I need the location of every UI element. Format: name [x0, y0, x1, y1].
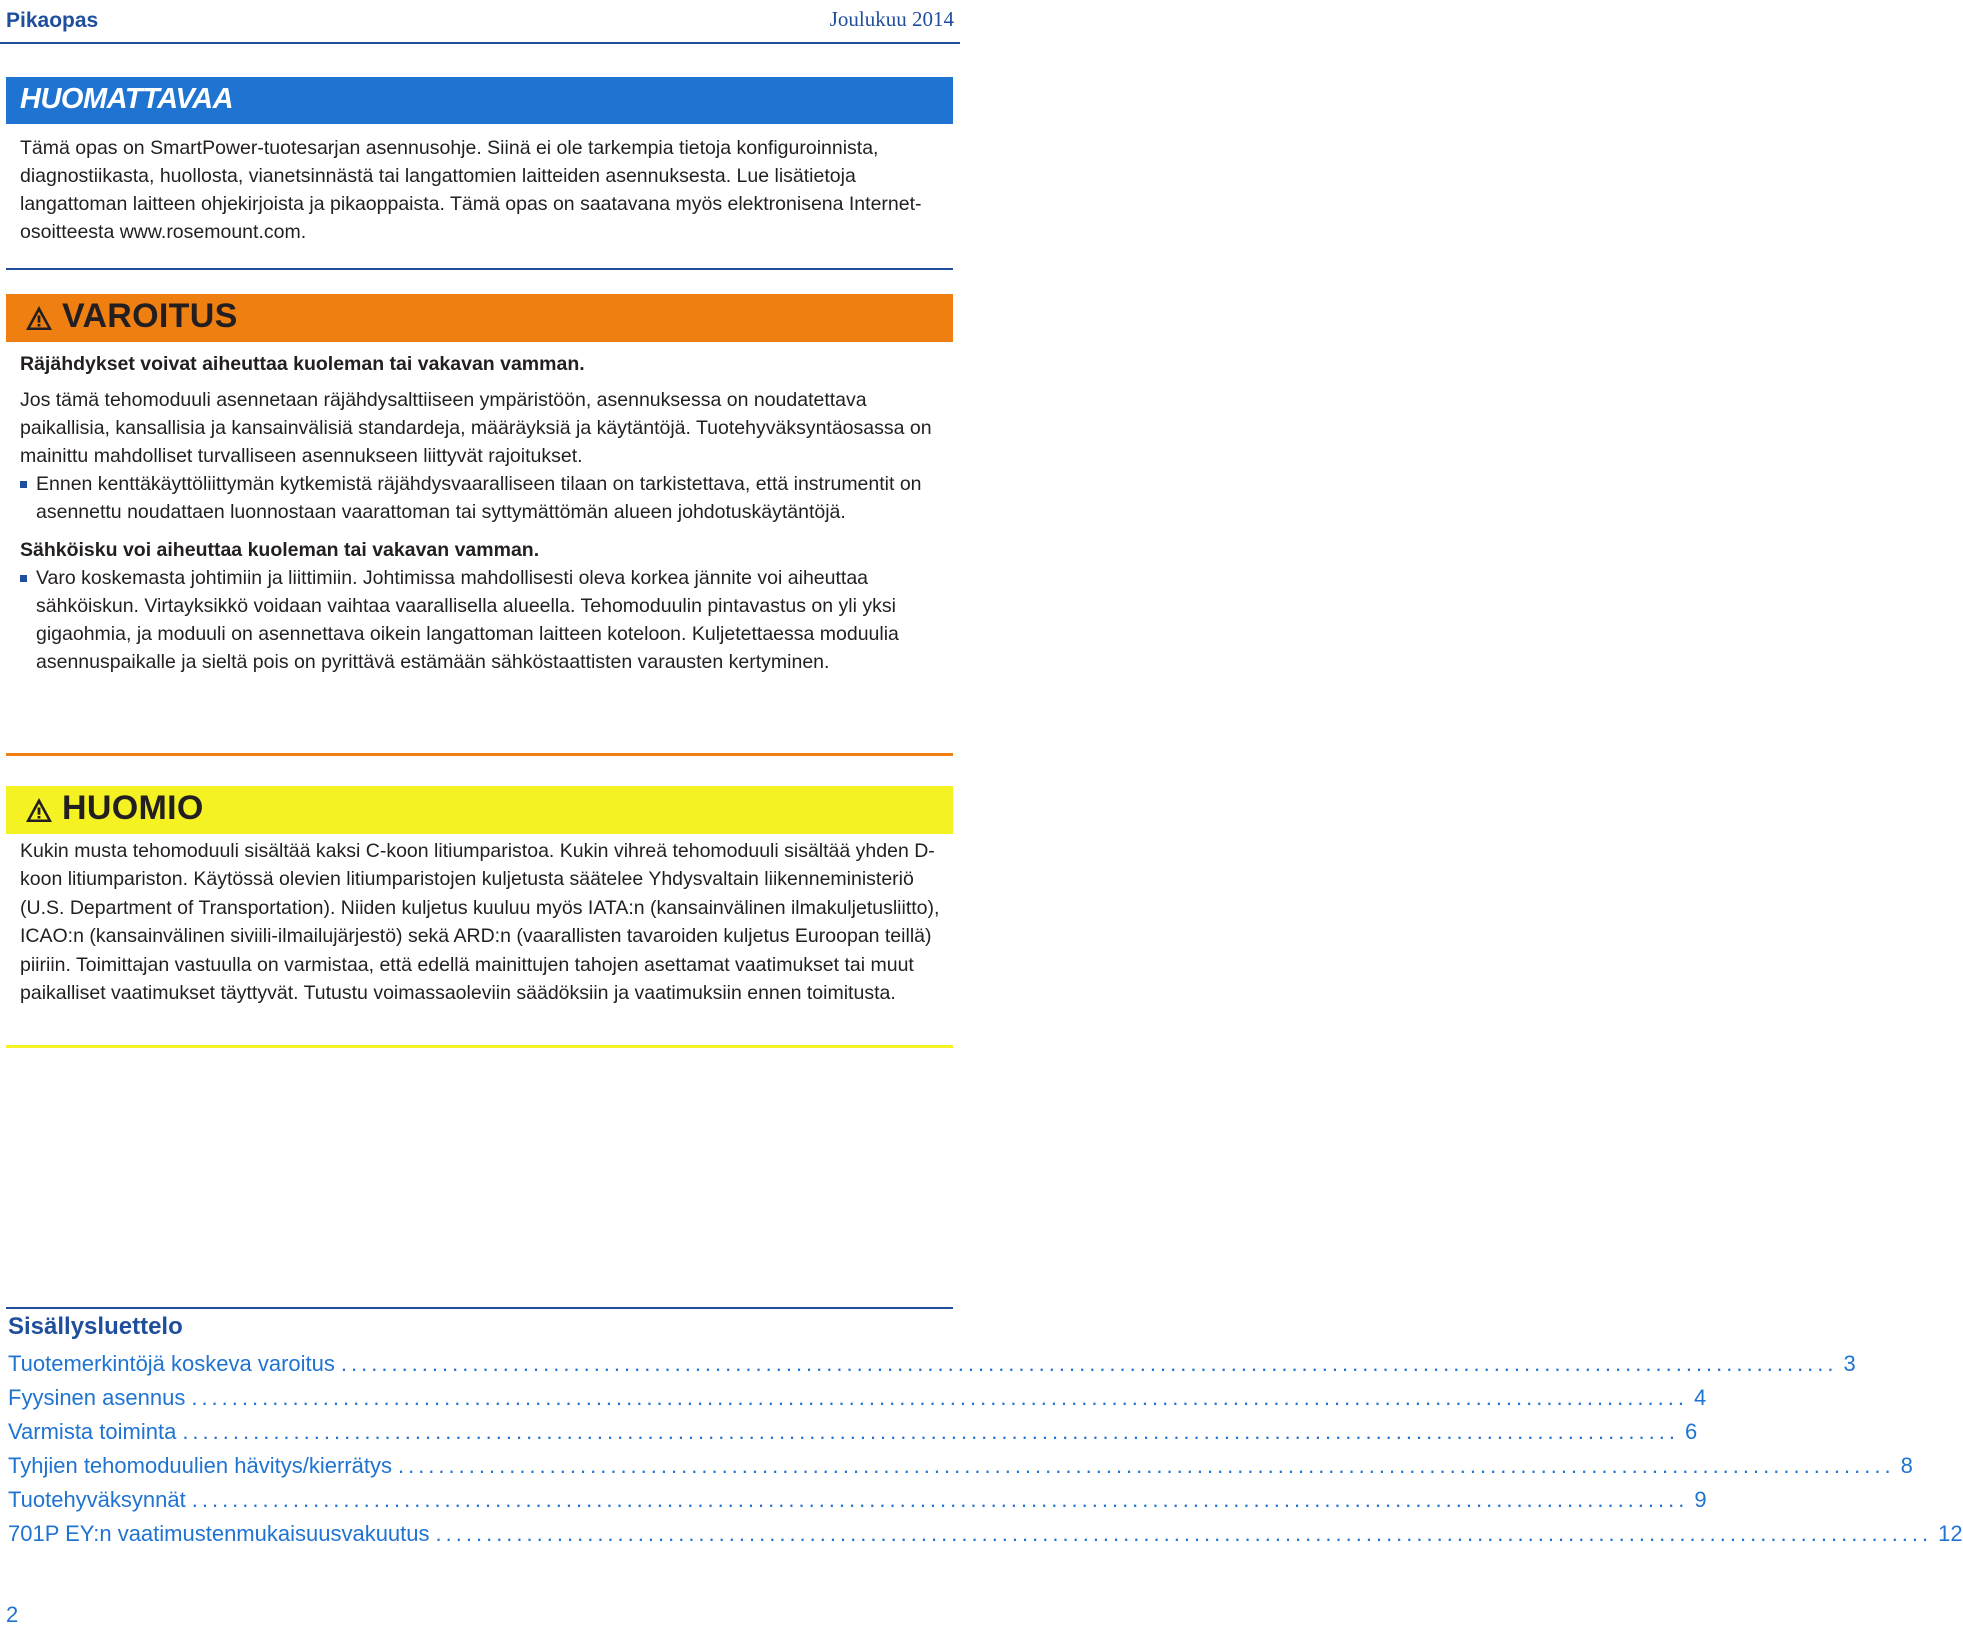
warning-bullet-shock	[20, 564, 950, 676]
header-doc-type: Pikaopas	[6, 9, 99, 32]
warning-bullet-text: Ennen kenttäkäyttöliittymän kytkemistä räjähdysvaaralliseen tilaan on tarkistettava, että instrumentit on asennettu noudattaen luonnostaan vaarattoman tai syttymättömän alueen johdotuskäytäntöjä.	[36, 473, 922, 523]
toc-item-label[interactable]: Tyhjien tehomoduulien hävitys/kierrätys	[8, 1453, 392, 1478]
toc-item[interactable]	[8, 1419, 1698, 1453]
toc-item[interactable]	[8, 1487, 1707, 1521]
bullet-square-icon	[20, 481, 27, 488]
caution-banner	[6, 786, 953, 834]
bullet-square-icon	[20, 575, 27, 582]
caution-text: Kukin musta tehomoduuli sisältää kaksi C-koon litiumparistoa. Kukin vihreä tehomoduuli sisältää yhden D-koon litiumpariston. Käytössä olevien litiumparistojen kuljetusta säätelee Yhdysvaltain liikenneministeriö (U.S. Department of Transportation). Niiden kuljetus kuuluu myös IATA:n (kansainvälinen ilmakuljetusliitto), ICAO:n (kansainvälinen siviili-ilmailujärjestö) sekä ARD:n (vaarallisten tavaroiden kuljetus Euroopan teillä) piiriin. Toimittajan vastuulla on varmistaa, että edellä mainittujen tahojen asettamat vaatimukset tai muut paikalliset vaatimukset täyttyvät. Tutustu voimassaoleviin säädöksiin ja vaatimuksiin ennen toimitusta.	[20, 840, 940, 1005]
warning-banner	[6, 294, 953, 342]
toc-item-page[interactable]: 8	[1900, 1453, 1913, 1478]
warning-content	[20, 350, 950, 676]
toc-leader-dots: ....................................................................................................................................................	[191, 1385, 1688, 1410]
toc-item-page[interactable]: 9	[1694, 1487, 1707, 1512]
warning-heading-explosion: Räjähdykset voivat aiheuttaa kuoleman tai vakavan vamman.	[20, 353, 585, 375]
toc-leader-dots: ....................................................................................................................................................	[397, 1453, 1895, 1478]
warning-bullet-explosion	[20, 470, 950, 526]
toc-item[interactable]	[8, 1453, 1913, 1487]
notice-rule	[6, 268, 953, 270]
header-rule	[0, 42, 960, 44]
toc-leader-dots: ....................................................................................................................................................	[182, 1419, 1679, 1444]
toc-item-page[interactable]: 4	[1693, 1385, 1707, 1410]
toc-item-label[interactable]: Fyysinen asennus	[8, 1385, 186, 1410]
toc-item-page[interactable]: 3	[1843, 1351, 1856, 1376]
toc-item[interactable]	[8, 1351, 1856, 1385]
toc-leader-dots: ....................................................................................................................................................	[340, 1351, 1838, 1376]
toc-item-label[interactable]: 701P EY:n vaatimustenmukaisuusvakuutus	[8, 1521, 430, 1546]
toc-title: Sisällysluettelo	[8, 1313, 183, 1340]
toc-item-page[interactable]: 6	[1684, 1419, 1698, 1444]
toc-leader-dots: ....................................................................................................................................................	[191, 1487, 1689, 1512]
toc-item-label[interactable]: Tuotemerkintöjä koskeva varoitus	[8, 1351, 335, 1376]
caution-title: HUOMIO	[62, 789, 204, 827]
warning-bullet-text: Varo koskemasta johtimiin ja liittimiin. Johtimissa mahdollisesti oleva korkea jännite voi aiheuttaa sähköiskun. Virtayksikkö voidaan vaihtaa vaarallisella alueella. Tehomoduulin pintavastus on yli yksi gigaohmia, ja moduuli on asennettava oikein langattoman laitteen koteloon. Kuljetettaessa moduulia asennuspaikalle ja sieltä pois on pyrittävä estämään sähköstaattisten varausten kertyminen.	[36, 567, 899, 673]
toc-rule	[6, 1307, 953, 1309]
notice-text: Tämä opas on SmartPower-tuotesarjan asennusohje. Siinä ei ole tarkempia tietoja konfiguroinnista, diagnostiikasta, huollosta, vianetsinnästä tai langattomien laitteiden asennuksesta. Lue lisätietoja langattoman laitteen ohjekirjoista ja pikaoppaista. Tämä opas on saatavana myös elektronisena Internet-osoitteesta www.rosemount.com.	[20, 137, 922, 243]
warning-triangle-icon	[25, 797, 53, 823]
toc-item-label[interactable]: Varmista toiminta	[8, 1419, 177, 1444]
toc-item[interactable]	[8, 1521, 1963, 1555]
warning-title: VAROITUS	[62, 297, 238, 335]
notice-banner	[6, 77, 953, 124]
warning-triangle-icon	[25, 305, 53, 331]
notice-title: HUOMATTAVAA	[20, 83, 234, 115]
header-date: Joulukuu 2014	[829, 7, 954, 31]
page-number: 2	[6, 1602, 19, 1627]
warning-rule	[6, 753, 953, 756]
toc-item[interactable]	[8, 1385, 1707, 1419]
toc-list	[8, 1351, 1963, 1555]
toc-item-page[interactable]: 12	[1938, 1521, 1963, 1546]
caution-rule	[6, 1045, 953, 1048]
warning-paragraph: Jos tämä tehomoduuli asennetaan räjähdysalttiiseen ympäristöön, asennuksessa on noudatettava paikallisia, kansallisia ja kansainvälisiä standardeja, määräyksiä ja käytäntöjä. Tuotehyväksyntäosassa on mainittu mahdolliset turvalliseen asennukseen liittyvät rajoitukset.	[20, 389, 932, 467]
toc-item-label[interactable]: Tuotehyväksynnät	[8, 1487, 186, 1512]
warning-heading-shock: Sähköisku voi aiheuttaa kuoleman tai vakavan vamman.	[20, 539, 540, 561]
toc-leader-dots: ....................................................................................................................................................	[435, 1521, 1933, 1546]
